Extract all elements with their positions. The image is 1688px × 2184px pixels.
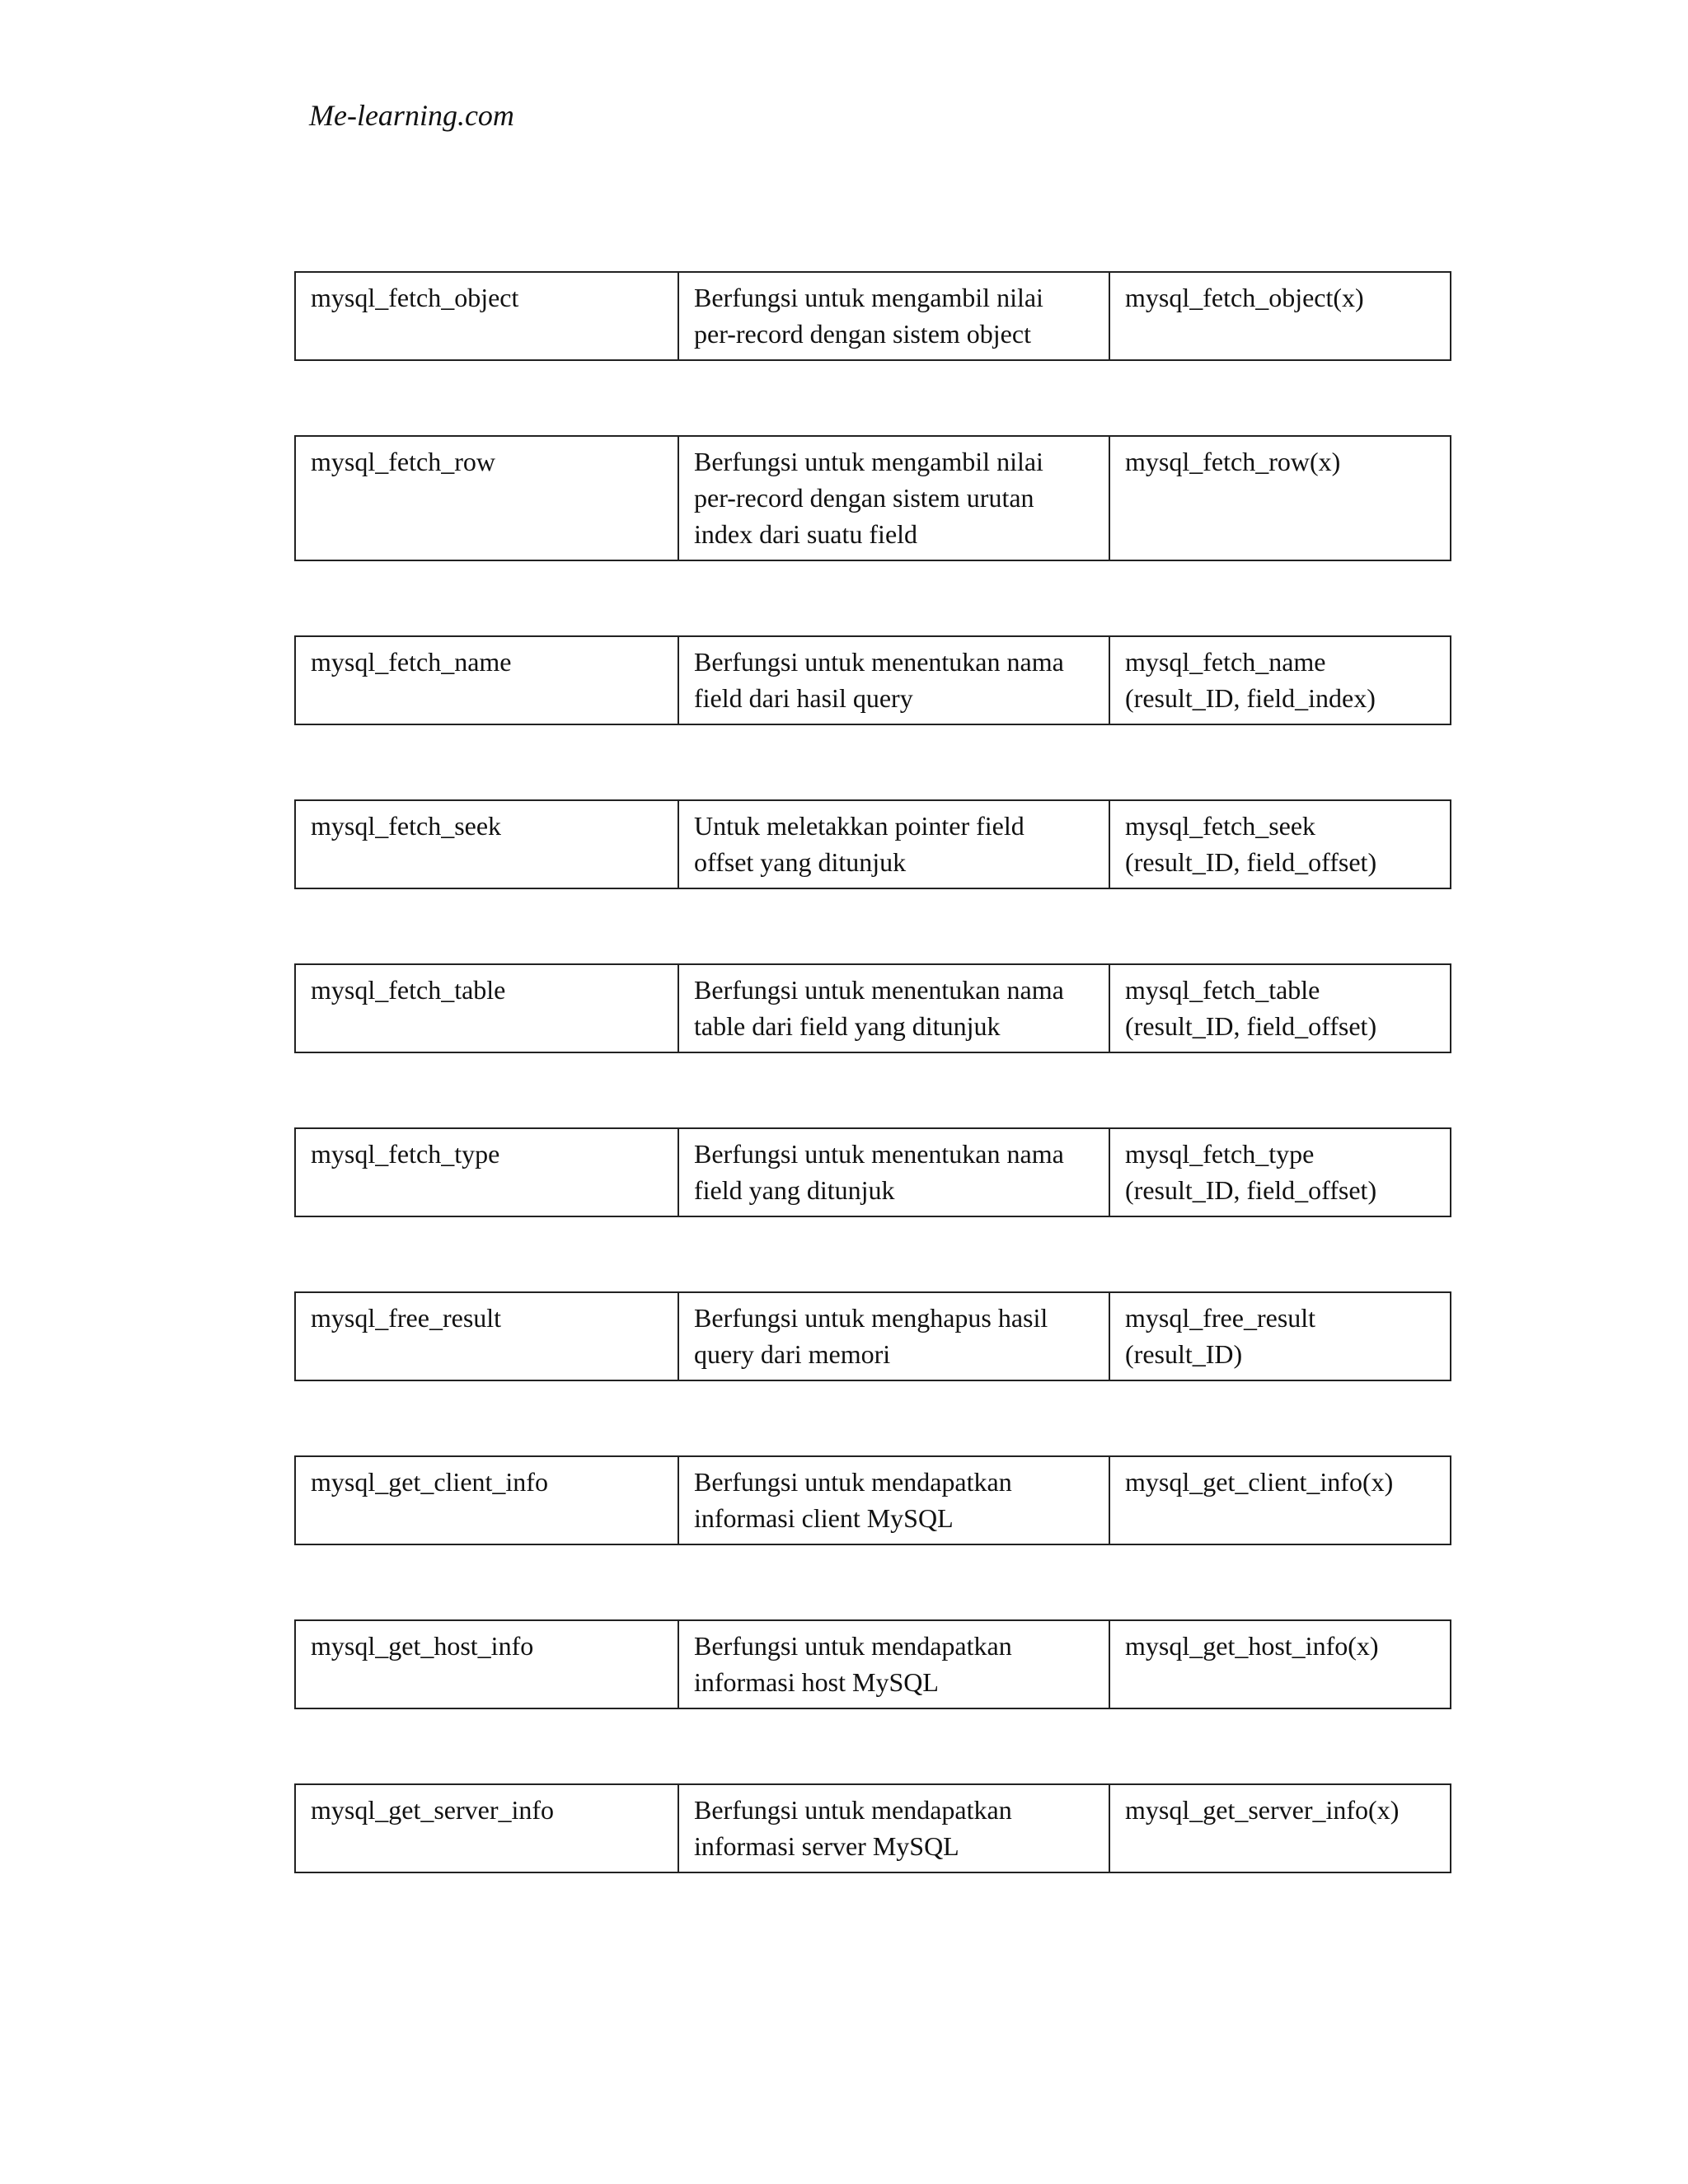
function-table bbox=[294, 635, 1451, 725]
function-description-cell: Berfungsi untuk menentukan nama table dari field yang ditunjuk bbox=[678, 964, 1109, 1052]
function-syntax-cell: mysql_fetch_row(x) bbox=[1109, 436, 1451, 560]
function-name-cell: mysql_fetch_object bbox=[295, 272, 678, 360]
table-row bbox=[295, 1784, 1451, 1872]
table-row bbox=[295, 1620, 1451, 1708]
function-name-cell: mysql_get_server_info bbox=[295, 1784, 678, 1872]
function-table bbox=[294, 435, 1451, 561]
function-table bbox=[294, 1127, 1451, 1217]
function-name-cell: mysql_fetch_seek bbox=[295, 800, 678, 888]
function-description-cell: Berfungsi untuk mendapatkan informasi client MySQL bbox=[678, 1456, 1109, 1544]
function-table bbox=[294, 799, 1451, 889]
function-table bbox=[294, 1455, 1451, 1545]
function-syntax-cell: mysql_fetch_type (result_ID, field_offset) bbox=[1109, 1128, 1451, 1216]
function-description-cell: Berfungsi untuk mengambil nilai per-record dengan sistem urutan index dari suatu field bbox=[678, 436, 1109, 560]
function-syntax-cell: mysql_fetch_table (result_ID, field_offset) bbox=[1109, 964, 1451, 1052]
function-name-cell: mysql_get_host_info bbox=[295, 1620, 678, 1708]
function-syntax-cell: mysql_get_host_info(x) bbox=[1109, 1620, 1451, 1708]
function-syntax-cell: mysql_fetch_seek (result_ID, field_offset) bbox=[1109, 800, 1451, 888]
table-row bbox=[295, 436, 1451, 560]
function-name-cell: mysql_fetch_table bbox=[295, 964, 678, 1052]
function-name-cell: mysql_fetch_name bbox=[295, 636, 678, 724]
function-table bbox=[294, 1783, 1451, 1873]
table-row bbox=[295, 964, 1451, 1052]
function-description-cell: Untuk meletakkan pointer field offset yang ditunjuk bbox=[678, 800, 1109, 888]
page-header-site: Me-learning.com bbox=[309, 99, 514, 132]
function-description-cell: Berfungsi untuk mendapatkan informasi host MySQL bbox=[678, 1620, 1109, 1708]
function-name-cell: mysql_fetch_type bbox=[295, 1128, 678, 1216]
function-table bbox=[294, 271, 1451, 361]
function-name-cell: mysql_get_client_info bbox=[295, 1456, 678, 1544]
function-syntax-cell: mysql_fetch_object(x) bbox=[1109, 272, 1451, 360]
function-table bbox=[294, 963, 1451, 1053]
function-syntax-cell: mysql_get_client_info(x) bbox=[1109, 1456, 1451, 1544]
function-name-cell: mysql_free_result bbox=[295, 1292, 678, 1380]
table-row bbox=[295, 1128, 1451, 1216]
function-syntax-cell: mysql_get_server_info(x) bbox=[1109, 1784, 1451, 1872]
function-description-cell: Berfungsi untuk menghapus hasil query dari memori bbox=[678, 1292, 1109, 1380]
table-row bbox=[295, 272, 1451, 360]
function-table bbox=[294, 1291, 1451, 1381]
function-description-cell: Berfungsi untuk mengambil nilai per-record dengan sistem object bbox=[678, 272, 1109, 360]
function-description-cell: Berfungsi untuk menentukan nama field dari hasil query bbox=[678, 636, 1109, 724]
function-syntax-cell: mysql_fetch_name (result_ID, field_index) bbox=[1109, 636, 1451, 724]
table-row bbox=[295, 1456, 1451, 1544]
table-row bbox=[295, 1292, 1451, 1380]
function-description-cell: Berfungsi untuk mendapatkan informasi server MySQL bbox=[678, 1784, 1109, 1872]
table-row bbox=[295, 636, 1451, 724]
function-name-cell: mysql_fetch_row bbox=[295, 436, 678, 560]
function-syntax-cell: mysql_free_result (result_ID) bbox=[1109, 1292, 1451, 1380]
function-table bbox=[294, 1619, 1451, 1709]
table-row bbox=[295, 800, 1451, 888]
function-description-cell: Berfungsi untuk menentukan nama field yang ditunjuk bbox=[678, 1128, 1109, 1216]
